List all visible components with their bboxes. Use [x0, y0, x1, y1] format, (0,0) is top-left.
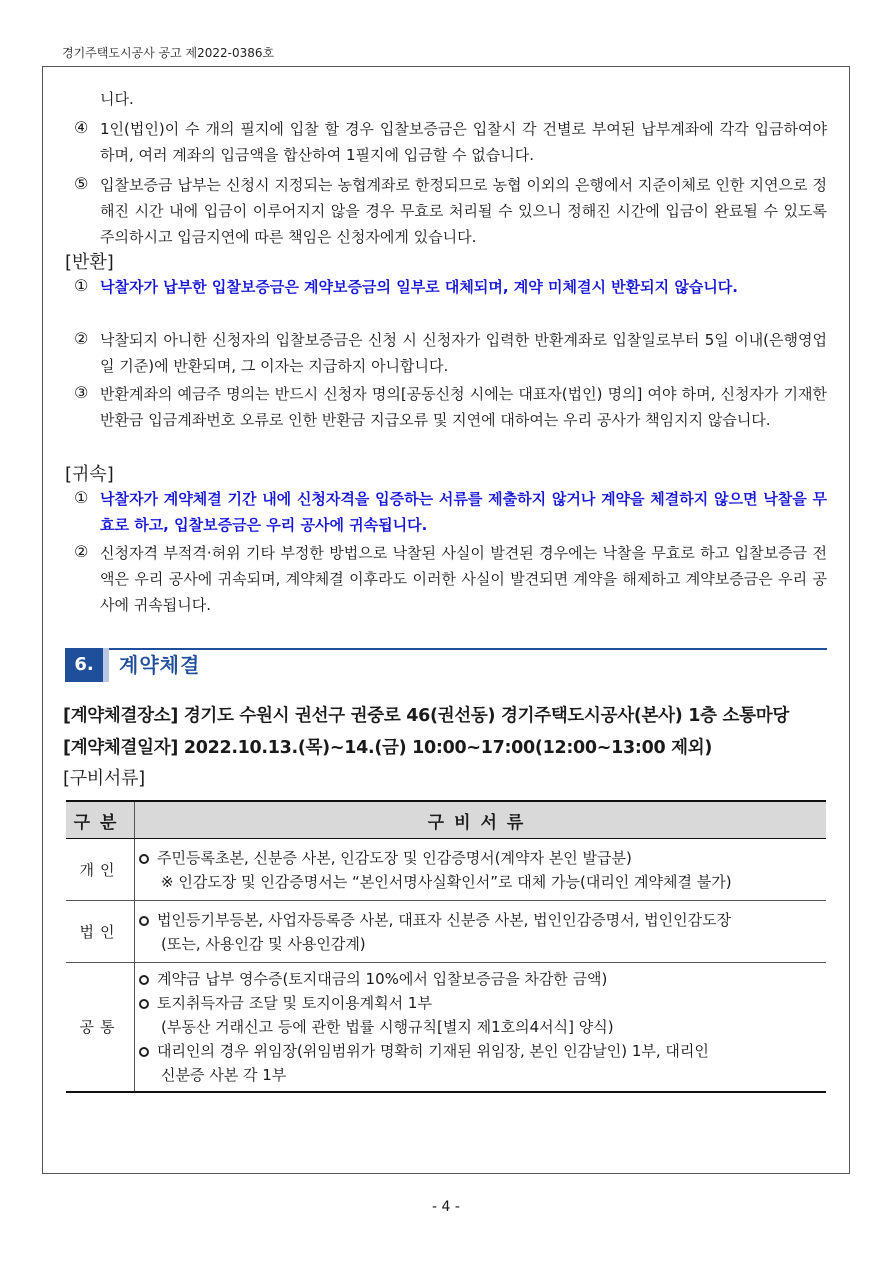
- doc-line-text: 계약금 납부 영수증(토지대금의 10%에서 입찰보증금을 차감한 금액): [157, 970, 608, 988]
- doc-line-text: (또는, 사용인감 및 사용인감계): [161, 934, 366, 953]
- row-documents: [135, 901, 827, 963]
- doc-line: [139, 1063, 820, 1087]
- circle-bullet-icon: [139, 916, 149, 926]
- table-row: [66, 839, 826, 901]
- circle-bullet-icon: [139, 1047, 149, 1057]
- forfeit-heading: [귀속]: [65, 464, 114, 485]
- document-header: 경기주택도시공사 공고 제2022-0386호: [62, 46, 275, 60]
- item-mark: ③: [74, 383, 89, 402]
- refund-item-1: 낙찰자가 납부한 입찰보증금은 계약보증금의 일부로 대체되며, 계약 미체결시 반환되지 않습니다.: [100, 278, 738, 296]
- doc-line-text: ※ 인감도장 및 인감증명서는 “본인서명사실확인서”로 대체 가능(대리인 계약체결 불가): [161, 872, 732, 891]
- item-mark: ①: [74, 276, 89, 295]
- forfeit-item-2: 신청자격 부적격·허위 기타 부정한 방법으로 낙찰된 사실이 발견된 경우에는 낙찰을 무효로 하고 입찰보증금 전액은 우리 공사에 귀속되며, 계약체결 이후라도 이러한 사실이 발견되면 계약을 해제하고 계약보증금은 우리 공사에 귀속됩니다.: [100, 544, 827, 614]
- doc-line: [139, 1015, 820, 1039]
- contract-date: [계약체결일자] 2022.10.13.(목)~14.(금) 10:00~17:00(12:00~13:00 제외): [63, 738, 713, 758]
- deposit-item-4: 1인(법인)이 수 개의 필지에 입찰 할 경우 입찰보증금은 입찰시 각 건별로 부여된 납부계좌에 각각 입금하여야 하며, 여러 계좌의 입금액을 합산하여 1필지에 입금할 수 없습니다.: [100, 120, 827, 164]
- header-documents: 구비서류: [135, 801, 827, 839]
- doc-line-text: 토지취득자금 조달 및 토지이용계획서 1부: [157, 994, 432, 1012]
- doc-line: [139, 932, 820, 956]
- table-header-row: [66, 801, 826, 839]
- row-label-corporation: 법인: [66, 901, 135, 963]
- item-mark: ④: [74, 118, 89, 137]
- required-documents-table: [66, 800, 826, 1093]
- item-mark: ⑤: [74, 174, 89, 193]
- section-title: 계약체결: [119, 653, 201, 677]
- refund-heading: [반환]: [65, 252, 114, 273]
- section-accent: [103, 648, 109, 682]
- refund-item-3: 반환계좌의 예금주 명의는 반드시 신청자 명의[공동신청 시에는 대표자(법인) 명의] 여야 하며, 신청자가 기재한 반환금 입금계좌번호 오류로 인한 반환금 지급오류 및 지연에 대하여는 우리 공사가 책임지지 않습니다.: [100, 385, 827, 429]
- header-category: 구분: [66, 801, 135, 839]
- table-row: [66, 963, 826, 1093]
- contract-place: [계약체결장소] 경기도 수원시 권선구 권중로 46(권선동) 경기주택도시공사(본사) 1층 소통마당: [63, 706, 789, 726]
- doc-line-text: 법인등기부등본, 사업자등록증 사본, 대표자 신분증 사본, 법인인감증명서, 법인인감도장: [157, 910, 732, 929]
- page-number: - 4 -: [432, 1199, 460, 1215]
- row-documents: [135, 963, 827, 1093]
- circle-bullet-icon: [139, 999, 149, 1009]
- doc-line: [139, 870, 820, 894]
- item-mark: ①: [74, 488, 89, 507]
- doc-line-text: 신분증 사본 각 1부: [161, 1066, 287, 1084]
- doc-line-text: 주민등록초본, 신분증 사본, 인감도장 및 인감증명서(계약자 본인 발급분): [157, 848, 632, 867]
- doc-line: [139, 908, 820, 932]
- row-label-individual: 개인: [66, 839, 135, 901]
- doc-line-text: (부동산 거래신고 등에 관한 법률 시행규칙[별지 제1호의4서식] 양식): [161, 1018, 614, 1036]
- section-number: 6.: [65, 648, 103, 682]
- refund-item-2: 낙찰되지 아니한 신청자의 입찰보증금은 신청 시 신청자가 입력한 반환계좌로 입찰일로부터 5일 이내(은행영업일 기준)에 반환되며, 그 이자는 지급하지 아니합니다.: [100, 331, 827, 375]
- forfeit-item-1: 낙찰자가 계약체결 기간 내에 신청자격을 입증하는 서류를 제출하지 않거나 계약을 체결하지 않으면 낙찰을 무효로 하고, 입찰보증금은 우리 공사에 귀속됩니다.: [100, 490, 827, 534]
- row-documents: [135, 839, 827, 901]
- section-rule: [109, 648, 827, 650]
- table-row: [66, 901, 826, 963]
- docs-heading: [구비서류]: [63, 768, 145, 789]
- deposit-tail: 니다.: [100, 90, 134, 108]
- doc-line: [139, 967, 820, 991]
- doc-line: [139, 991, 820, 1015]
- doc-line: [139, 1039, 820, 1063]
- item-mark: ②: [74, 542, 89, 561]
- doc-line: [139, 846, 820, 870]
- item-mark: ②: [74, 329, 89, 348]
- section-heading: [65, 648, 827, 682]
- deposit-item-5: 입찰보증금 납부는 신청시 지정되는 농협계좌로 한정되므로 농협 이외의 은행에서 지준이체로 인한 지연으로 정해진 시간 내에 입금이 이루어지지 않을 경우 무효로 처리될 수 있으니 정해진 시간에 입금이 완료될 수 있도록 주의하시고 입금지연에 따른 책임은 신청자에게 있습니다.: [100, 176, 827, 246]
- doc-line-text: 대리인의 경우 위임장(위임범위가 명확히 기재된 위임장, 본인 인감날인) 1부, 대리인: [157, 1042, 709, 1060]
- circle-bullet-icon: [139, 975, 149, 985]
- row-label-common: 공통: [66, 963, 135, 1093]
- circle-bullet-icon: [139, 854, 149, 864]
